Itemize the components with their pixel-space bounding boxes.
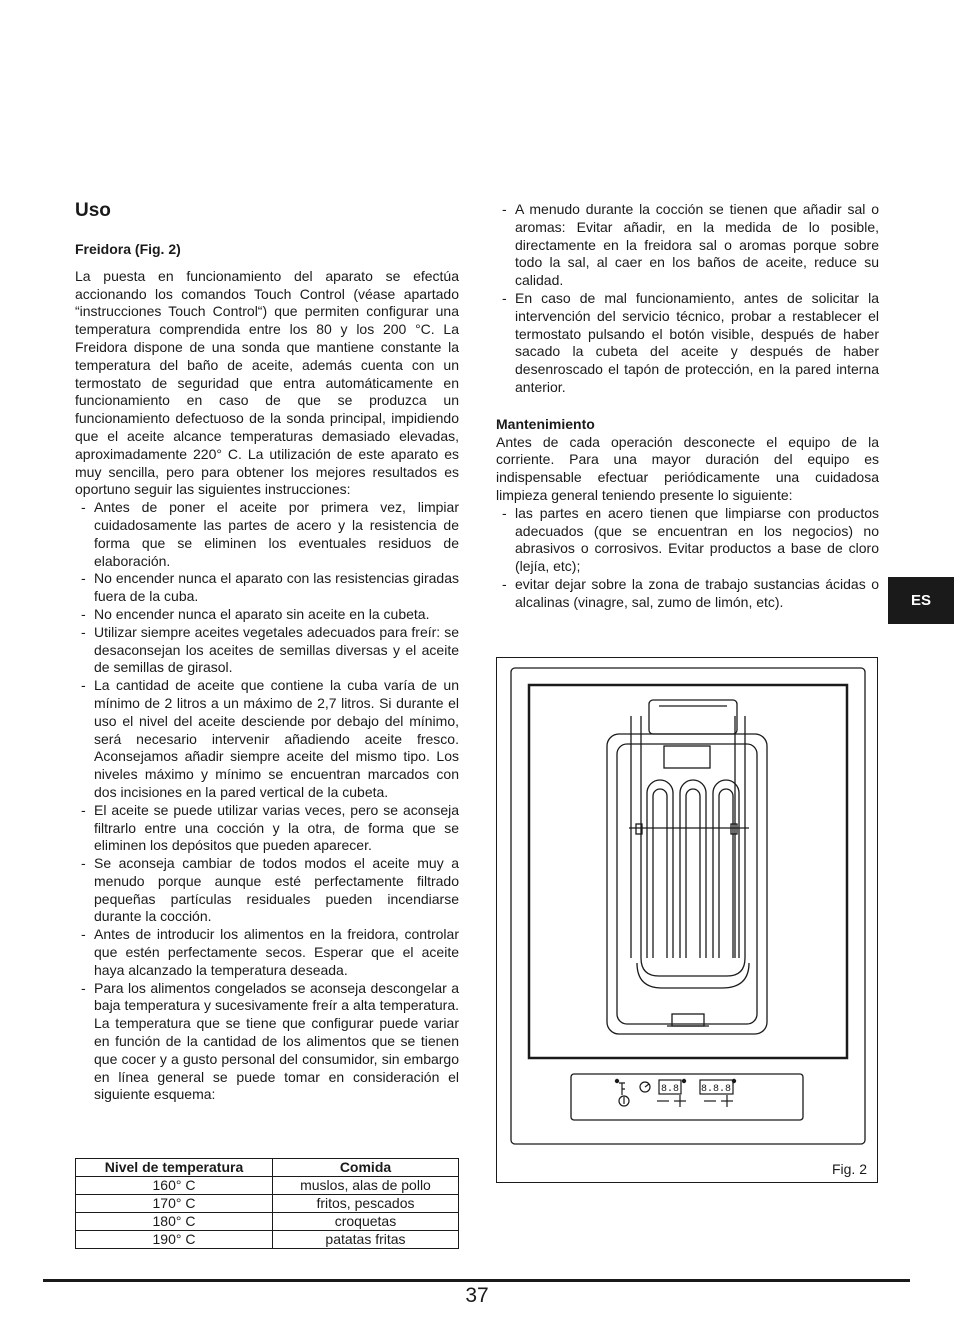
heating-element [647,780,673,958]
section-heading: Uso [75,200,111,221]
fryer-subheading: Freidora (Fig. 2) [75,241,181,257]
list-item: - Antes de introducir los alimentos en la freidora, controlar que estén perfectamente secos. Esperar que el aceite haya alcanzado la temperatura deseada. [81,926,459,978]
right-column [496,201,879,612]
instruction-list [75,499,459,1104]
list-item: - No encender nunca el aparato con las resistencias giradas fuera de la cuba. [81,570,459,605]
page-number: 37 [465,1284,489,1307]
table-header-row [76,1159,459,1177]
indicator-dot [615,1079,618,1082]
table-cell: patatas fritas [272,1231,458,1249]
list-item: - Se aconseja cambiar de todos modos el aceite muy a menudo porque aunque esté perfectamente filtrado pequeñas partículas residuales pueden incendiarse durante la cocción. [81,855,459,925]
list-item: - Utilizar siempre aceites vegetales adecuados para freír: se desaconsejan los aceites de semillas diversas y el aceite de semillas de girasol. [81,623,459,676]
list-item: - No encender nunca el aparato sin aceite en la cubeta. [81,605,430,622]
maintenance-list [496,505,879,612]
list-item: - las partes en acero tienen que limpiarse con productos adecuados (que se encuentran en los negocios) no abrasivos o corrosivos. Evitar productos a base de cloro (lejía, etc); [502,504,879,575]
hob-frame [511,668,865,1144]
list-item: - La cantidad de aceite que contiene la cuba varía de un mínimo de 2 litros a un máximo de 2,7 litros. Si durante el uso el nivel del aceite desciende por debajo del mínimo, será necesario intervenir añadiendo aceite fresco. Aconsejamos añadir siempre aceite del mismo tipo. Los niveles máximo y mínimo se encuentran marcados con dos incisiones en la pared vertical de la cubeta. [81,677,459,800]
display-left-text: 8.8 [660,1084,680,1095]
list-item: - A menudo durante la cocción se tienen que añadir sal o aromas: Evitar añadir, en la medida de lo posible, directamente en la freidora sal o aromas porque sobre todo la sal, al caer en los baños de aceite, reduce su calidad. [502,201,879,289]
list-item: - En caso de mal funcionamiento, antes de solicitar la intervención del servicio técnico, probar a restablecer el termostato pulsando el botón visible, después de haber sacado la cubeta del aceite y después de haber desenroscado el tapón de protección, en la pared interna anterior. [502,289,879,395]
control-panel [571,1074,803,1120]
table-row [76,1213,459,1231]
figure-box [496,657,878,1183]
table-cell: 190° C [76,1231,273,1249]
table-cell: 180° C [76,1213,273,1231]
table-cell: croquetas [272,1213,458,1231]
table-cell: 170° C [76,1195,273,1213]
bottom-rule [43,1279,910,1282]
table-cell: 160° C [76,1177,273,1195]
thermometer-icon [619,1083,625,1095]
maintenance-intro: Antes de cada operación desconecte el equipo de la corriente. Para una mayor duración del equipo es indispensable efectuar periódicamente una cuidadosa limpieza general teniendo presente lo siguiente: [496,433,879,503]
table-header: Nivel de temperatura [76,1159,273,1177]
intro-paragraph: La puesta en funcionamiento del aparato se efectúa accionando los comandos Touch Control (véase apartado “instrucciones Touch Control“) que permiten configurar una temperatura comprendida entre los 80 y los 200 °C. La Freidora dispone de una sonda que mantiene constante la temperatura del baño de aceite, además cuenta con un termostato de seguridad que entra automáticamente en funcionamiento en caso de que se produzca un funcionamiento defectuoso de la sonda principal, impidiendo que el aceite alcance temperaturas demasiado elevadas, aproximadamente 220° C. La utilización de este aparato es muy sencilla, pero para obtener los mejores resultados es oportuno seguir las siguientes instrucciones: [75,267,459,498]
display-right-text: 8.8.8 [700,1084,732,1095]
list-item: - Para los alimentos congelados se aconseja descongelar a baja temperatura y sucesivamente freír a alta temperatura. La temperatura que se tiene que configurar puede variar en función de la cantidad de los alimentos que se tienen que cocer y a gusto personal del consumidor, sin embargo en línea general se puede tomar en consideración el siguiente esquema: [81,979,459,1103]
maintenance-heading: Mantenimiento [496,415,595,432]
table-header: Comida [272,1159,458,1177]
table-row [76,1177,459,1195]
temperature-table [75,1158,459,1249]
left-column [75,198,459,1104]
table-row [76,1231,459,1249]
table-row [76,1195,459,1213]
tips-list [496,201,879,397]
list-item: - evitar dejar sobre la zona de trabajo sustancias ácidas o alcalinas (vinagre, sal, zumo de limón, etc). [502,575,879,610]
basket-handle [649,700,737,734]
table-cell: fritos, pescados [272,1195,458,1213]
language-tab: ES [888,577,954,624]
list-item: - Antes de poner el aceite por primera vez, limpiar cuidadosamente las partes de acero y la resistencia de forma que se eliminen los eventuales residuos de elaboración. [81,499,459,569]
list-item: - El aceite se puede utilizar varias veces, pero se aconseja filtrarlo entre una cocción y la otra, de forma que se eliminen los depósitos que pueden aparecer. [81,801,459,854]
figure-caption: Fig. 2 [831,1161,867,1177]
fryer-illustration [497,658,877,1182]
glass-top [529,685,847,1058]
table-cell: muslos, alas de pollo [272,1177,458,1195]
